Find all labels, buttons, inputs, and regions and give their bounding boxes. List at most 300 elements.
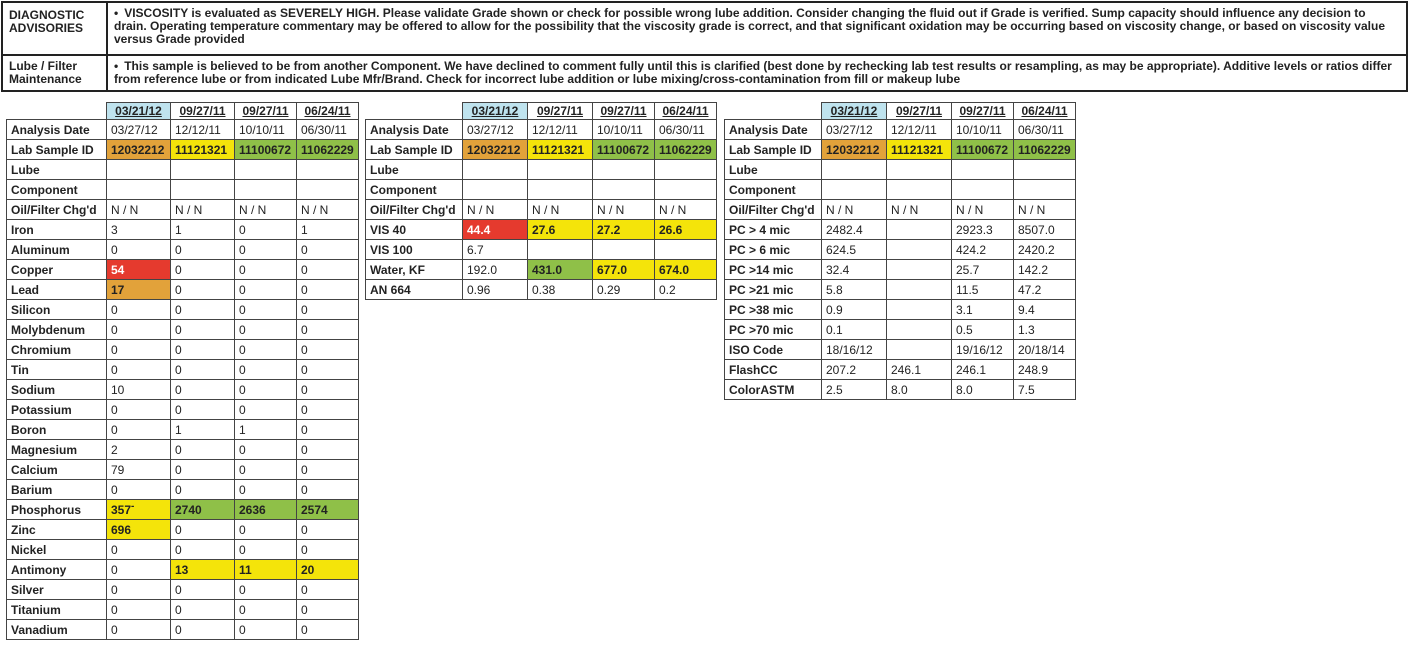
value-text: 2482.4 xyxy=(826,222,863,237)
header-spacer xyxy=(366,103,463,120)
value-text: 207.2 xyxy=(826,362,857,377)
row-label: Boron xyxy=(7,420,107,440)
date-header-row xyxy=(7,103,359,120)
value-text: 0.96 xyxy=(467,282,491,297)
row-tin xyxy=(7,360,359,380)
value-text: 0 xyxy=(111,602,118,617)
value-cell xyxy=(297,420,359,440)
row-lube xyxy=(366,160,717,180)
row-label: AN 664 xyxy=(366,280,463,300)
value-cell xyxy=(107,400,171,420)
value-cell xyxy=(463,180,528,200)
value-text: 2574 xyxy=(301,502,328,517)
value-text: 10/10/11 xyxy=(956,122,1002,137)
value-cell xyxy=(107,460,171,480)
value-text: 11100672 xyxy=(597,142,650,157)
row-lab-sample-id xyxy=(725,140,1076,160)
value-text: 0 xyxy=(175,322,182,337)
value-text: 0 xyxy=(175,342,182,357)
value-text: 2 xyxy=(111,442,118,457)
value-text: 2923.3 xyxy=(956,222,993,237)
value-cell xyxy=(235,560,297,580)
value-text: 1 xyxy=(175,422,182,437)
value-text: 12032212 xyxy=(467,142,521,157)
row-lab-sample-id xyxy=(366,140,717,160)
advisory-label-line1: Lube / Filter xyxy=(9,59,78,73)
value-text: 0 xyxy=(301,302,308,317)
value-cell xyxy=(235,300,297,320)
value-cell xyxy=(297,340,359,360)
value-cell xyxy=(297,220,359,240)
value-cell xyxy=(297,460,359,480)
value-cell xyxy=(171,400,235,420)
value-text: 0 xyxy=(239,622,246,637)
row-label: Water, KF xyxy=(366,260,463,280)
row-phosphorus xyxy=(7,500,359,520)
value-cell xyxy=(235,120,297,140)
value-text: 11062229 xyxy=(301,142,354,157)
advisory-label xyxy=(2,2,107,55)
value-text: 0 xyxy=(301,482,308,497)
value-cell xyxy=(822,220,887,240)
value-cell xyxy=(952,160,1014,180)
value-cell xyxy=(171,480,235,500)
value-text: 0.1 xyxy=(826,322,843,337)
row-label: Lube xyxy=(366,160,463,180)
value-cell xyxy=(235,160,297,180)
value-text: 11 xyxy=(239,562,252,577)
row-lube xyxy=(725,160,1076,180)
value-cell xyxy=(297,360,359,380)
value-text: 0 xyxy=(175,382,182,397)
value-cell xyxy=(1014,380,1076,400)
value-text: 424.2 xyxy=(956,242,987,257)
value-text: 11062229 xyxy=(659,142,712,157)
value-cell xyxy=(235,320,297,340)
bullet-icon: • xyxy=(114,6,119,20)
value-cell xyxy=(297,560,359,580)
value-cell xyxy=(107,440,171,460)
value-cell xyxy=(297,160,359,180)
value-cell xyxy=(1014,340,1076,360)
value-cell xyxy=(463,160,528,180)
value-text: 0 xyxy=(239,282,246,297)
row-lead xyxy=(7,280,359,300)
value-cell xyxy=(463,260,528,280)
advisory-label xyxy=(2,55,107,91)
value-cell xyxy=(1014,360,1076,380)
value-text: 0 xyxy=(111,302,118,317)
value-text: 7.5 xyxy=(1018,382,1035,397)
value-text: 0 xyxy=(175,242,182,257)
value-text: 32.4 xyxy=(826,262,850,277)
row-label: VIS 100 xyxy=(366,240,463,260)
row-label: Lube xyxy=(725,160,822,180)
value-cell xyxy=(107,340,171,360)
value-cell xyxy=(463,120,528,140)
value-cell xyxy=(171,300,235,320)
value-text: 0 xyxy=(111,542,118,557)
row-label: Analysis Date xyxy=(725,120,822,140)
row-label: Silicon xyxy=(7,300,107,320)
row-label: Oil/Filter Chg'd xyxy=(725,200,822,220)
value-cell xyxy=(463,140,528,160)
value-text: 03/27/12 xyxy=(111,122,158,137)
row-vanadium xyxy=(7,620,359,640)
row-label: Magnesium xyxy=(7,440,107,460)
advisory-text xyxy=(107,2,1407,55)
value-cell xyxy=(593,280,655,300)
value-cell xyxy=(887,140,952,160)
value-cell xyxy=(952,260,1014,280)
value-cell xyxy=(952,300,1014,320)
value-text: 79 xyxy=(111,462,125,477)
value-text: 0 xyxy=(175,362,182,377)
value-cell xyxy=(655,220,717,240)
value-text: 0 xyxy=(239,262,246,277)
value-cell xyxy=(952,380,1014,400)
row-label: PC >70 mic xyxy=(725,320,822,340)
row-label: Component xyxy=(366,180,463,200)
viscosity-water-table xyxy=(365,102,717,300)
value-cell xyxy=(297,580,359,600)
row-analysis-date xyxy=(366,120,717,140)
value-cell xyxy=(822,340,887,360)
value-cell xyxy=(235,480,297,500)
value-cell xyxy=(952,280,1014,300)
value-text: 0 xyxy=(239,462,246,477)
value-text: 0 xyxy=(175,522,182,537)
value-text: N / N xyxy=(239,202,267,217)
sample-date-header: 06/24/11 xyxy=(655,103,717,120)
value-text: 11.5 xyxy=(956,282,979,297)
value-text: 0 xyxy=(111,362,118,377)
row-label: Lab Sample ID xyxy=(7,140,107,160)
value-text: 0 xyxy=(239,442,246,457)
value-text: 248.9 xyxy=(1018,362,1049,377)
row-lab-sample-id xyxy=(7,140,359,160)
value-text: 0 xyxy=(111,622,118,637)
value-cell xyxy=(463,280,528,300)
row-molybdenum xyxy=(7,320,359,340)
value-cell xyxy=(528,260,593,280)
value-text: 10/10/11 xyxy=(239,122,285,137)
value-cell xyxy=(171,240,235,260)
value-text: 0.29 xyxy=(597,282,621,297)
value-text: 0 xyxy=(301,322,308,337)
value-cell xyxy=(528,280,593,300)
value-text: 03/27/12 xyxy=(467,122,514,137)
value-cell xyxy=(528,240,593,260)
value-text: 47.2 xyxy=(1018,282,1042,297)
row-label: PC > 6 mic xyxy=(725,240,822,260)
value-text: 11100672 xyxy=(239,142,292,157)
advisory-label-line1: DIAGNOSTIC xyxy=(9,8,85,22)
value-cell xyxy=(171,620,235,640)
sample-date-header: 09/27/11 xyxy=(235,103,297,120)
value-cell xyxy=(107,300,171,320)
value-text: 0 xyxy=(239,302,246,317)
row-colorastm xyxy=(725,380,1076,400)
row-label: Antimony xyxy=(7,560,107,580)
row-nickel xyxy=(7,540,359,560)
value-text: N / N xyxy=(532,202,560,217)
value-cell xyxy=(1014,140,1076,160)
value-cell xyxy=(952,220,1014,240)
value-cell xyxy=(297,240,359,260)
row-label: Lab Sample ID xyxy=(366,140,463,160)
value-text: 0 xyxy=(301,342,308,357)
value-cell xyxy=(107,360,171,380)
value-text: 1 xyxy=(239,422,246,437)
value-text: N / N xyxy=(111,202,139,217)
sample-date-header: 06/24/11 xyxy=(297,103,359,120)
row-analysis-date xyxy=(725,120,1076,140)
value-text: 6.7 xyxy=(467,242,484,257)
value-cell xyxy=(107,480,171,500)
value-text: 5.8 xyxy=(826,282,843,297)
header-spacer xyxy=(7,103,107,120)
value-text: 1 xyxy=(175,222,182,237)
row-label: Aluminum xyxy=(7,240,107,260)
value-text: 0 xyxy=(175,622,182,637)
value-cell xyxy=(593,260,655,280)
value-cell xyxy=(887,180,952,200)
value-text: 8.0 xyxy=(891,382,908,397)
value-cell xyxy=(107,620,171,640)
value-text: 357 xyxy=(111,502,132,517)
row-sodium xyxy=(7,380,359,400)
value-text: 0 xyxy=(239,602,246,617)
value-text: N / N xyxy=(301,202,329,217)
row-water-kf xyxy=(366,260,717,280)
value-cell xyxy=(235,380,297,400)
value-cell xyxy=(235,540,297,560)
value-cell xyxy=(463,220,528,240)
row-label: Titanium xyxy=(7,600,107,620)
value-text: 11121321 xyxy=(891,142,944,157)
value-text: 0 xyxy=(301,442,308,457)
row-vis-100 xyxy=(366,240,717,260)
value-text: 0 xyxy=(239,222,246,237)
value-cell xyxy=(1014,320,1076,340)
row-label: Silver xyxy=(7,580,107,600)
row-label: Component xyxy=(7,180,107,200)
row-label: Sodium xyxy=(7,380,107,400)
value-cell xyxy=(822,300,887,320)
value-cell xyxy=(171,140,235,160)
value-cell xyxy=(655,200,717,220)
value-cell xyxy=(822,240,887,260)
value-text: 674.0 xyxy=(659,262,690,277)
value-text: 0 xyxy=(239,362,246,377)
row-component xyxy=(7,180,359,200)
value-cell xyxy=(822,200,887,220)
row-pc-14-mic xyxy=(725,260,1076,280)
value-text: 0 xyxy=(175,302,182,317)
value-cell xyxy=(655,140,717,160)
value-cell xyxy=(235,340,297,360)
value-text: 0.2 xyxy=(659,282,676,297)
elements-table xyxy=(6,102,359,640)
row-label: Calcium xyxy=(7,460,107,480)
value-cell xyxy=(107,560,171,580)
value-text: 1.3 xyxy=(1018,322,1035,337)
value-text: 10/10/11 xyxy=(597,122,643,137)
row-pc-70-mic xyxy=(725,320,1076,340)
row-label: Lube xyxy=(7,160,107,180)
row-calcium xyxy=(7,460,359,480)
sample-date-header: 09/27/11 xyxy=(528,103,593,120)
value-text: N / N xyxy=(597,202,625,217)
value-cell xyxy=(952,200,1014,220)
value-cell xyxy=(171,440,235,460)
value-cell xyxy=(107,380,171,400)
value-text: 0 xyxy=(239,522,246,537)
value-text: 246.1 xyxy=(891,362,922,377)
value-cell xyxy=(952,360,1014,380)
value-cell xyxy=(593,200,655,220)
row-barium xyxy=(7,480,359,500)
row-iso-code xyxy=(725,340,1076,360)
value-cell xyxy=(235,140,297,160)
value-note: - xyxy=(131,500,135,512)
value-text: 25.7 xyxy=(956,262,980,277)
row-flashcc xyxy=(725,360,1076,380)
value-cell xyxy=(297,300,359,320)
value-cell xyxy=(171,280,235,300)
value-cell xyxy=(1014,200,1076,220)
value-cell xyxy=(593,180,655,200)
value-cell xyxy=(822,380,887,400)
value-cell xyxy=(297,520,359,540)
value-cell xyxy=(107,600,171,620)
value-cell xyxy=(952,120,1014,140)
value-text: 0 xyxy=(301,582,308,597)
value-text: 06/30/11 xyxy=(659,122,705,137)
value-cell xyxy=(171,540,235,560)
particle-count-table xyxy=(724,102,1076,400)
value-text: 246.1 xyxy=(956,362,987,377)
advisory-text-content: This sample is believed to be from another Component. We have declined to comment fully until this is clarified (best done by rechecking lab test results or resampling, as may be appropriate). Additive levels or ratios differ from reference lube or from indicated Lube Mfr/Brand. Check for incorrect lube addition or lube mixing/cross-contamination from fill or makeup lube xyxy=(114,59,1392,86)
value-cell xyxy=(887,360,952,380)
value-cell xyxy=(107,540,171,560)
value-cell xyxy=(107,200,171,220)
value-text: N / N xyxy=(1018,202,1046,217)
row-potassium xyxy=(7,400,359,420)
value-cell xyxy=(952,340,1014,360)
row-iron xyxy=(7,220,359,240)
value-text: 0 xyxy=(301,402,308,417)
row-pc-6-mic xyxy=(725,240,1076,260)
row-component xyxy=(725,180,1076,200)
value-cell xyxy=(887,320,952,340)
value-text: 0 xyxy=(175,442,182,457)
row-component xyxy=(366,180,717,200)
value-cell xyxy=(235,220,297,240)
value-cell xyxy=(528,180,593,200)
value-text: 0 xyxy=(175,402,182,417)
value-cell xyxy=(171,260,235,280)
value-cell xyxy=(171,320,235,340)
row-magnesium xyxy=(7,440,359,460)
value-cell xyxy=(297,540,359,560)
value-text: 8.0 xyxy=(956,382,973,397)
value-cell xyxy=(655,160,717,180)
value-text: 0 xyxy=(239,582,246,597)
value-text: 0 xyxy=(239,402,246,417)
value-cell xyxy=(952,140,1014,160)
value-text: 26.6 xyxy=(659,222,683,237)
value-text: 17 xyxy=(111,282,125,297)
value-text: 0 xyxy=(239,242,246,257)
value-cell xyxy=(235,580,297,600)
value-cell xyxy=(171,360,235,380)
sample-date-header: 06/24/11 xyxy=(1014,103,1076,120)
value-cell xyxy=(171,340,235,360)
value-cell xyxy=(107,580,171,600)
row-label: Oil/Filter Chg'd xyxy=(7,200,107,220)
row-label: Barium xyxy=(7,480,107,500)
row-label: ColorASTM xyxy=(725,380,822,400)
advisory-label-line2: Maintenance xyxy=(9,72,82,86)
value-cell xyxy=(171,460,235,480)
value-text: 54 xyxy=(111,262,125,277)
value-text: 2.5 xyxy=(826,382,843,397)
row-aluminum xyxy=(7,240,359,260)
value-text: 0 xyxy=(175,462,182,477)
value-text: 0 xyxy=(301,462,308,477)
value-cell xyxy=(528,200,593,220)
advisory-label-line2: ADVISORIES xyxy=(9,21,84,35)
value-cell xyxy=(235,240,297,260)
value-text: N / N xyxy=(891,202,919,217)
value-text: 20 xyxy=(301,562,315,577)
sample-date-header: 09/27/11 xyxy=(171,103,235,120)
value-cell xyxy=(107,140,171,160)
row-label: Molybdenum xyxy=(7,320,107,340)
value-cell xyxy=(107,240,171,260)
row-oil-filter-chg-d xyxy=(7,200,359,220)
value-cell xyxy=(887,280,952,300)
value-cell xyxy=(822,360,887,380)
row-copper xyxy=(7,260,359,280)
row-lube xyxy=(7,160,359,180)
value-cell xyxy=(171,220,235,240)
row-label: FlashCC xyxy=(725,360,822,380)
value-cell xyxy=(235,620,297,640)
value-text: N / N xyxy=(659,202,687,217)
value-cell xyxy=(655,180,717,200)
value-text: 12/12/11 xyxy=(532,122,578,137)
value-cell xyxy=(235,360,297,380)
value-cell xyxy=(171,560,235,580)
value-text: 12/12/11 xyxy=(175,122,221,137)
row-label: PC > 4 mic xyxy=(725,220,822,240)
row-an-664 xyxy=(366,280,717,300)
value-cell xyxy=(1014,160,1076,180)
value-text: 0 xyxy=(111,422,118,437)
value-text: 0 xyxy=(301,522,308,537)
value-cell xyxy=(235,500,297,520)
value-cell xyxy=(593,240,655,260)
value-text: 0 xyxy=(301,242,308,257)
value-text: 3.1 xyxy=(956,302,973,317)
value-text: 0 xyxy=(175,582,182,597)
value-cell xyxy=(1014,280,1076,300)
sample-date-header: 09/27/11 xyxy=(952,103,1014,120)
value-text: 0 xyxy=(111,562,118,577)
